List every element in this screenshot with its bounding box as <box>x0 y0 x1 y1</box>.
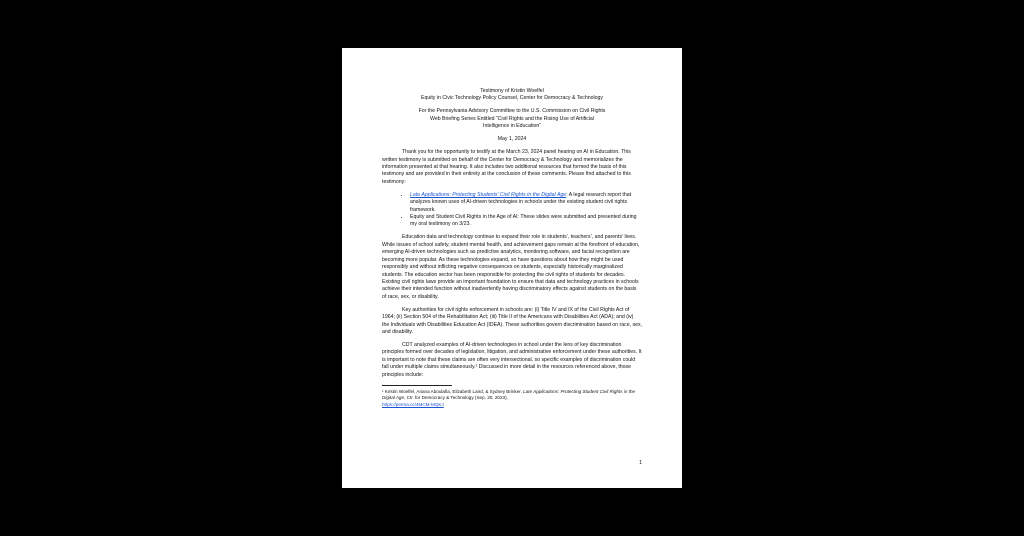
footnote-prefix: ¹ Kristin Woelfel, Ariana Aboulafia, Elizabeth Laird, & Sydney Brinker, <box>382 388 524 394</box>
intro-paragraph: Thank you for the opportunity to testify at the March 23, 2024 panel hearing on AI in Education. This written testimony is submitted on behalf of the Center for Democracy & Technology and memorializes the information presented at that hearing. It also includes two additional resources that formed the basis of this testimony and are provided in their entirety at the conclusion of these comments. Please find attached to this testimony: <box>382 149 631 185</box>
footnote-divider <box>382 385 452 386</box>
document-page <box>342 48 682 488</box>
header <box>382 88 642 144</box>
footnote-title: Late Applications: Protecting Student Civil Rights in the Digital Age <box>382 388 636 401</box>
series-line-2: Intelligence in Education” <box>483 123 541 130</box>
page-number: 1 <box>639 460 642 466</box>
footnote-suffix: , Ctr. for Democracy & Technology (Sep. 20, 2023), <box>404 395 508 401</box>
body-paragraph: Education data and technology continue to expand their role in students’, teachers’, and parents’ lives. While issues of school safety, student mental health, and achievement gaps remain at the forefront of education, emerging AI-driven technologies such as predictive analytics, monitoring software, and facial recognition are becoming more popular. As these technologies expand, so have questions about how they might be used responsibly and without inflicting negative consequences on students, especially historically marginalized students. The education sector has been responsible for protecting the civil rights of students for decades. Existing civil rights laws provide an important foundation to ensure that data and technology practices in schools achieve their intended function without inadvertently having discriminatory effects against students on the basis of race, sex, or disability. <box>382 234 640 300</box>
list-item <box>410 214 642 229</box>
committee-line: For the Pennsylvania Advisory Committee to the U.S. Commission on Civil Rights <box>418 108 606 115</box>
series-line: Web Briefing Series Entitled “Civil Rights and the Rising Use of Artificial <box>430 115 594 122</box>
body-paragraph: Key authorities for civil rights enforcement in schools are: (i) Title IV and IX of the Civil Rights Act of 1964; (ii) Section 504 of the Rehabilitation Act; (iii) Title II of the Americans with Disabilities Act (ADA); and (iv) the Individuals with Disabilities Education Act (IDEA). These authorities govern discrimination based on race, sex, and disability. <box>382 306 642 335</box>
body-paragraph: CDT analyzed examples of AI-driven technologies in school under the lens of key discrimination principles formed over decades of legislation, litigation, and administrative enforcement under these authorities. It is important to note that these claims are often very intersectional, so specific examples of discrimination could fall under multiple claims simultaneously.¹ Discussed in more detail in the resources referenced above, those principles include: <box>382 341 642 378</box>
list-item <box>410 192 642 214</box>
list-item-text: Equity and Student Civil Rights in the Age of AI: These slides were submitted and presented during my oral testimony on 3/23. <box>410 214 637 228</box>
report-link[interactable]: Late Applications: Protecting Students’ Civil Rights in the Digital Age <box>410 191 567 198</box>
author-line: Testimony of Kristin Woelfel <box>480 88 544 94</box>
footnote-link[interactable]: https://perma.cc/4MCM-MQKJ <box>382 401 444 407</box>
footnote <box>382 389 642 408</box>
attachment-list <box>382 192 642 229</box>
list-item-text: : A legal research report that analyzes known uses of AI-driven technologies in schools under the existing student civil rights framework. <box>410 191 632 213</box>
date-line: May 1, 2024 <box>497 136 527 143</box>
author-title-line: Equity in Civic Technology Policy Counsel, Center for Democracy & Technology <box>420 95 604 102</box>
